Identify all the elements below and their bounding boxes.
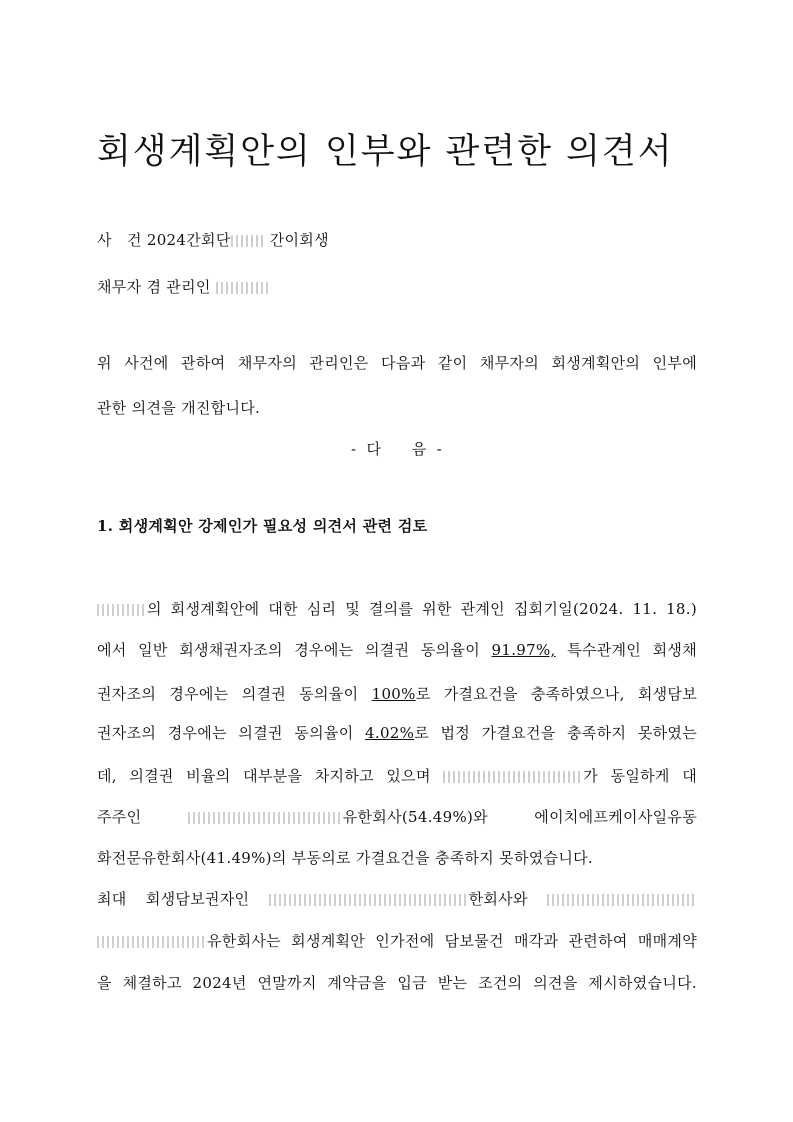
redacted-creditor-name-cont xyxy=(97,936,207,948)
redacted-debtor-name xyxy=(216,282,268,294)
case-label: 사 건 xyxy=(97,231,142,249)
separator-text: - 다 음 - xyxy=(351,440,442,458)
p1-line-8-text-b: 한회사와 xyxy=(468,890,547,908)
p1-line-5-text-a: 데, 의결권 비율의 대부분을 차지하고 있으며 xyxy=(97,767,444,785)
p1-line-2-text-a: 에서 일반 회생채권자조의 경우에는 의결권 동의율이 xyxy=(97,641,492,659)
case-line xyxy=(97,229,329,250)
p1-line-10: 을 체결하고 2024년 연말까지 계약금을 입금 받는 조건의 의견을 제시하였습니다. xyxy=(97,974,697,992)
related-party-consent-rate: 100% xyxy=(371,685,416,703)
p1-line-7: 화전문유한회사(41.49%)의 부동의로 가결요건을 충족하지 못하였습니다. xyxy=(97,849,593,867)
p1-line-8 xyxy=(97,888,697,909)
general-creditor-consent-rate: 91.97%, xyxy=(491,641,556,659)
debtor-line xyxy=(97,276,268,297)
redacted-debtor-ref xyxy=(97,604,147,616)
p1-line-2 xyxy=(97,639,697,660)
p1-line-1-text: 의 회생계획안에 대한 심리 및 결의를 위한 관계인 집회기일(2024. 11. 18.) xyxy=(147,600,697,618)
p1-line-6-text-b: 유한회사(54.49%)와 에이치에프케이사일유동 xyxy=(342,808,697,826)
p1-line-9 xyxy=(97,930,697,951)
secured-creditor-consent-rate: 4.02% xyxy=(365,724,415,742)
p1-line-8-text-a: 최대 회생담보권자인 xyxy=(97,890,269,908)
p1-line-3-text-b: 로 가결요건을 충족하였으나, 회생담보 xyxy=(415,685,698,703)
p1-line-3-text-a: 권자조의 경우에는 의결권 동의율이 xyxy=(97,685,372,703)
intro-line-1: 위 사건에 관하여 채무자의 관리인은 다음과 같이 채무자의 회생계획안의 인부에 xyxy=(97,354,697,372)
redacted-secured-creditor-name xyxy=(269,894,469,906)
p1-line-4-text-a: 권자조의 경우에는 의결권 동의율이 xyxy=(97,724,366,742)
redacted-company-name xyxy=(443,771,583,783)
redacted-shareholder-name xyxy=(188,812,343,824)
p1-line-3 xyxy=(97,683,697,704)
p1-line-2-text-b: 특수관계인 회생채 xyxy=(555,641,697,659)
intro-line-2: 관한 의견을 개진합니다. xyxy=(97,399,261,417)
document-title: 회생계획안의 인부와 관련한 의견서 xyxy=(97,132,674,172)
case-type: 간이회생 xyxy=(269,231,329,249)
redacted-case-digits xyxy=(231,235,265,247)
case-number: 2024간회단 xyxy=(146,231,231,249)
p1-line-6-text-a: 주주인 xyxy=(97,808,188,826)
p1-line-4-text-b: 로 법정 가결요건을 충족하지 못하였는 xyxy=(414,724,697,742)
p1-line-9-text: 유한회사는 회생계획안 인가전에 담보물건 매각과 관련하여 매매계약 xyxy=(207,932,697,950)
p1-line-6 xyxy=(97,806,697,827)
p1-line-1 xyxy=(97,598,697,619)
debtor-label: 채무자 겸 관리인 xyxy=(97,278,211,296)
section-1-heading: 1. 회생계획안 강제인가 필요성 의견서 관련 검토 xyxy=(97,517,428,535)
p1-line-4 xyxy=(97,722,697,743)
p1-line-5-text-b: 가 동일하게 대 xyxy=(583,767,697,785)
p1-line-5 xyxy=(97,765,697,786)
redacted-creditor-name xyxy=(547,894,697,906)
